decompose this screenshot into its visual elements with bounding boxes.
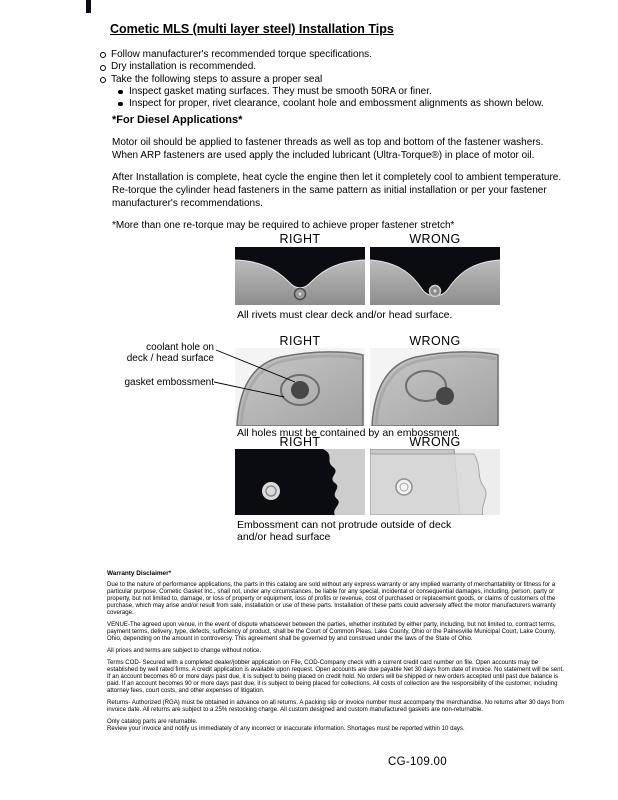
right-label: RIGHT [279, 334, 321, 348]
page-title: Cometic MLS (multi layer steel) Installation Tips [110, 22, 394, 36]
protrusion-right-diagram [235, 449, 365, 515]
tip-item [100, 61, 570, 73]
protrusion-wrong-diagram [370, 449, 500, 515]
retorque-note: *More than one re-torque may be required to achieve proper fastener stretch* [112, 220, 455, 231]
rivets-caption: All rivets must clear deck and/or head surface. [237, 309, 453, 321]
warranty-paragraph: Review your invoice and notify us immediately of any incorrect or inaccurate information. Shortages must be reported within 10 days. [107, 725, 465, 732]
diesel-applications-section [112, 114, 564, 241]
warranty-disclaimer [107, 570, 569, 737]
document-number: CG-109.00 [388, 756, 447, 768]
coolant-hole-label: coolant hole on deck / head surface [126, 342, 214, 364]
tips-list [100, 49, 570, 110]
protrusion-caption: Embossment can not protrude outside of deck and/or head surface [237, 519, 452, 543]
tip-text: Dry installation is recommended. [111, 61, 257, 73]
right-label: RIGHT [279, 232, 321, 246]
warranty-paragraph: All prices and terms are subject to change without notice. [107, 647, 262, 654]
wrong-label: WRONG [409, 334, 461, 348]
page-edge-mark [86, 0, 91, 13]
embossment-right-diagram [235, 348, 365, 426]
rivet-right-diagram [235, 247, 365, 305]
warranty-paragraph: Terms COD- Secured with a completed dealer/jobber application on File, COD-Company check with a current credit card number on file. Open accounts may be established by well rated firms. A credit application is available upon request. Open accounts are due payable Net 30 days from date of invoice. No statement will be sent. If an account becomes 60 or more days past due, it is subject to being placed on credit hold. No orders will be shipped or new orders accepted until past due balance is paid. If an account becomes 90 or more days past due, it is subject to being placed for collections. All costs of collection are the responsibility of the customer, including attorney fees, court costs, and other expenses of litigation. [107, 659, 564, 694]
warranty-paragraph: Due to the nature of performance applications, the parts in this catalog are sold without any express warranty or any implied warranty of merchantability or fitness for a particular purpose. Cometic Gasket Inc., shall not, under any circumstances, be liable for any special, incidental or consequential damages, including, person, party or property, but not limited to, damage, or loss of property or equipment, loss of profits or revenue, cost of purchased or replacement goods, or claims of customers of the purchase, which may arise and/or result from sale, installation or use of these parts. Installation of these parts could adversely affect the motor manufacturers warranty coverage. [107, 581, 556, 616]
warranty-paragraph: Only catalog parts are returnable. [107, 718, 198, 725]
tip-item [100, 49, 570, 61]
sub-tip-text: Inspect for proper, rivet clearance, coolant hole and embossment alignments as shown below. [129, 98, 544, 110]
warranty-paragraph: VENUE-The agreed upon venue, in the event of dispute whatsoever between the parties, whether instituted by either party, including, but not limited to, contract terms, payment terms, delivery, type, defects, sufficiency of product, shall be the Court of Common Pleas, Lake County, Ohio or the Painesville Municipal Court, Lake County, Ohio, depending on the amount in controversy. This agreement shall be governed by and construed under the laws of the State of Ohio. [107, 621, 556, 642]
diesel-paragraph-1: Motor oil should be applied to fastener threads as well as top and bottom of the fastener washers. When ARP fasteners are used apply the included lubricant (Ultra-Torque®) in place of motor oil. [112, 137, 544, 161]
sub-tip-text: Inspect gasket mating surfaces. They must be smooth 50RA or finer. [129, 85, 432, 97]
warranty-heading: Warranty Disclaimer* [107, 570, 172, 577]
sub-tip-item [118, 98, 570, 110]
diesel-heading: *For Diesel Applications* [112, 114, 243, 126]
tip-text: Follow manufacturer's recommended torque specifications. [111, 49, 372, 60]
sub-tip-item [118, 86, 570, 98]
tip-text: Take the following steps to assure a proper seal [111, 73, 323, 85]
tip-item [100, 74, 570, 86]
wrong-label: WRONG [409, 232, 461, 246]
right-label: RIGHT [279, 435, 321, 449]
warranty-paragraph: Returns- Authorized (RGA) must be obtained in advance on all returns. A packing slip or invoice number must accompany the merchandise. No returns after 30 days from invoice date. All returns are subject to a 25% restocking charge. All custom designed and custom manufactured gaskets are non-returnable. [107, 699, 564, 713]
wrong-label: WRONG [409, 435, 461, 449]
diagram-section [0, 226, 618, 558]
embossment-wrong-diagram [370, 348, 500, 426]
gasket-embossment-label: gasket embossment [124, 377, 214, 388]
diesel-paragraph-2: After Installation is complete, heat cycle the engine then let it completely cool to ambient temperature. Re-torque the cylinder head fasteners in the same pattern as initial installation or per your fastener manufacturer's recommendations. [112, 172, 562, 209]
holes-caption: All holes must be contained by an embossment. [237, 427, 460, 439]
rivet-wrong-diagram [370, 247, 500, 305]
